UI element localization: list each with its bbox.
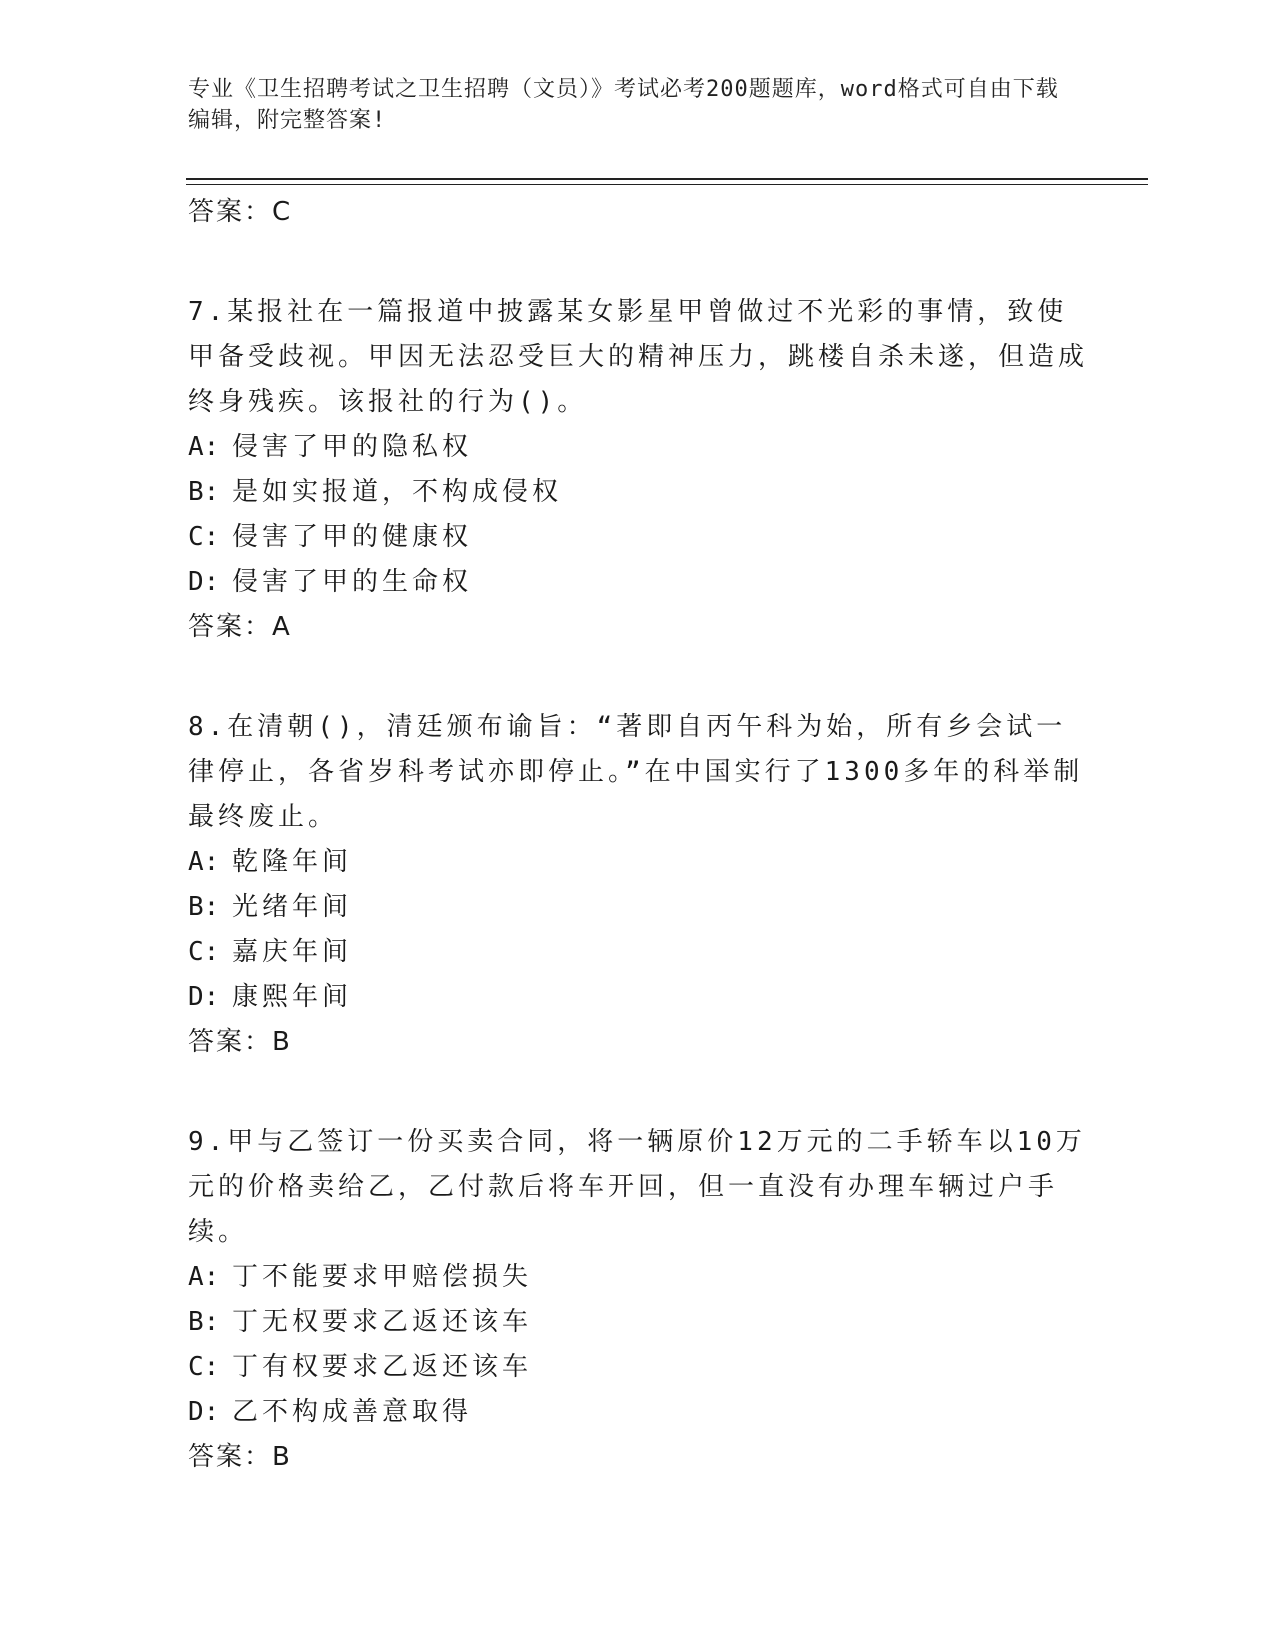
option-d [188, 975, 1088, 1020]
option-text: 是如实报道，不构成侵权 [232, 477, 563, 507]
question-list [188, 190, 1088, 1479]
option-text: 康熙年间 [232, 982, 353, 1012]
option-text: 丁有权要求乙返还该车 [232, 1352, 533, 1382]
option-key: A: [188, 1262, 220, 1292]
option-key: D: [188, 982, 220, 1012]
option-b [188, 470, 1088, 515]
option-text: 乾隆年间 [232, 847, 353, 877]
option-text: 丁无权要求乙返还该车 [232, 1307, 533, 1337]
question-stem: 8.在清朝()，清廷颁布谕旨：“著即自丙午科为始，所有乡会试一律停止，各省岁科考试亦即停止。”在中国实行了1300多年的科举制最终废止。 [188, 712, 1084, 832]
option-key: C: [188, 937, 220, 967]
answer: 答案：B [188, 1442, 292, 1472]
option-c [188, 930, 1088, 975]
option-a [188, 840, 1088, 885]
answer: 答案：A [188, 612, 292, 642]
option-text: 侵害了甲的隐私权 [232, 432, 473, 462]
answer: 答案：B [188, 1027, 292, 1057]
option-d [188, 560, 1088, 605]
option-key: B: [188, 892, 220, 922]
option-key: A: [188, 847, 220, 877]
option-key: C: [188, 1352, 220, 1382]
option-key: A: [188, 432, 220, 462]
option-c [188, 515, 1088, 560]
option-a [188, 425, 1088, 470]
option-text: 侵害了甲的生命权 [232, 567, 473, 597]
question-9 [188, 1120, 1088, 1479]
option-b [188, 1300, 1088, 1345]
option-key: D: [188, 1397, 220, 1427]
document-header: 专业《卫生招聘考试之卫生招聘（文员）》考试必考200题题库，word格式可自由下载编辑，附完整答案! [188, 77, 1059, 133]
option-key: D: [188, 567, 220, 597]
option-key: B: [188, 1307, 220, 1337]
option-text: 光绪年间 [232, 892, 353, 922]
option-text: 乙不构成善意取得 [232, 1397, 473, 1427]
header-rule-thick [186, 178, 1148, 180]
previous-answer: 答案：C [188, 197, 293, 227]
question-stem: 7.某报社在一篇报道中披露某女影星甲曾做过不光彩的事情，致使甲备受歧视。甲因无法忍受巨大的精神压力，跳楼自杀未遂，但造成终身残疾。该报社的行为()。 [188, 297, 1089, 417]
question-7 [188, 290, 1088, 649]
option-text: 丁不能要求甲赔偿损失 [232, 1262, 533, 1292]
option-d [188, 1390, 1088, 1435]
option-text: 嘉庆年间 [232, 937, 353, 967]
option-key: C: [188, 522, 220, 552]
option-b [188, 885, 1088, 930]
header-rule-thin [186, 184, 1148, 185]
option-c [188, 1345, 1088, 1390]
option-key: B: [188, 477, 220, 507]
question-stem: 9.甲与乙签订一份买卖合同，将一辆原价12万元的二手轿车以10万元的价格卖给乙，乙付款后将车开回，但一直没有办理车辆过户手续。 [188, 1127, 1086, 1247]
option-a [188, 1255, 1088, 1300]
option-text: 侵害了甲的健康权 [232, 522, 473, 552]
question-8 [188, 705, 1088, 1064]
